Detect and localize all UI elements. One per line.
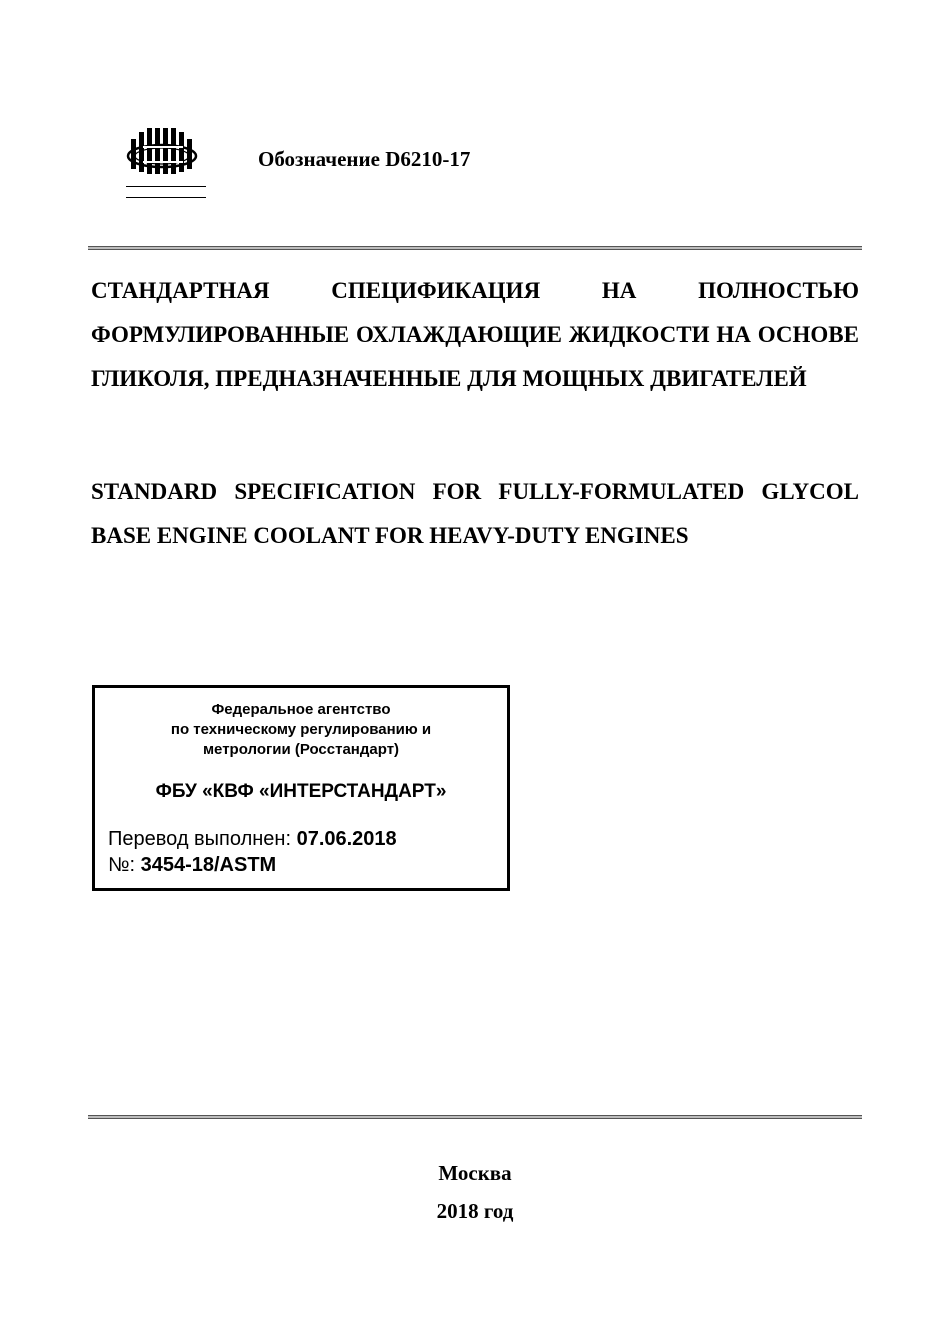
stamp-agency-line: метрологии (Росстандарт)	[202, 741, 400, 758]
stamp-agency	[95, 700, 507, 760]
bottom-divider	[88, 1115, 862, 1119]
number-label: №:	[108, 854, 136, 876]
publication-city: Москва	[438, 1161, 512, 1185]
stamp-agency-line: по техническому регулированию и	[170, 721, 432, 738]
stamp-agency-line: Федеральное агентство	[211, 701, 391, 718]
top-divider	[88, 246, 862, 250]
number-value: 3454-18/ASTM	[140, 854, 277, 876]
stamp-translation-line	[108, 828, 397, 851]
title-russian: СТАНДАРТНАЯ СПЕЦИФИКАЦИЯ НА ПОЛНОСТЬЮ ФОРМУЛИРОВАННЫЕ ОХЛАЖДАЮЩИЕ ЖИДКОСТИ НА ОСНОВЕ ГЛИКОЛЯ, ПРЕДНАЗНАЧЕННЫЕ ДЛЯ МОЩНЫХ ДВИГАТЕЛЕЙ	[91, 278, 859, 391]
stamp-number-line	[108, 854, 276, 877]
stamp-organization: ФБУ «КВФ «ИНТЕРСТАНДАРТ»	[155, 781, 447, 802]
document-designation: Обозначение D6210-17	[258, 147, 471, 171]
translation-date: 07.06.2018	[296, 828, 397, 850]
publication-year: 2018 год	[436, 1199, 514, 1223]
translation-label: Перевод выполнен:	[108, 828, 292, 850]
astm-logo-icon	[122, 126, 212, 202]
title-english: STANDARD SPECIFICATION FOR FULLY-FORMULATED GLYCOL BASE ENGINE COOLANT FOR HEAVY-DUTY ENGINES	[91, 479, 859, 548]
translation-stamp	[92, 685, 510, 891]
